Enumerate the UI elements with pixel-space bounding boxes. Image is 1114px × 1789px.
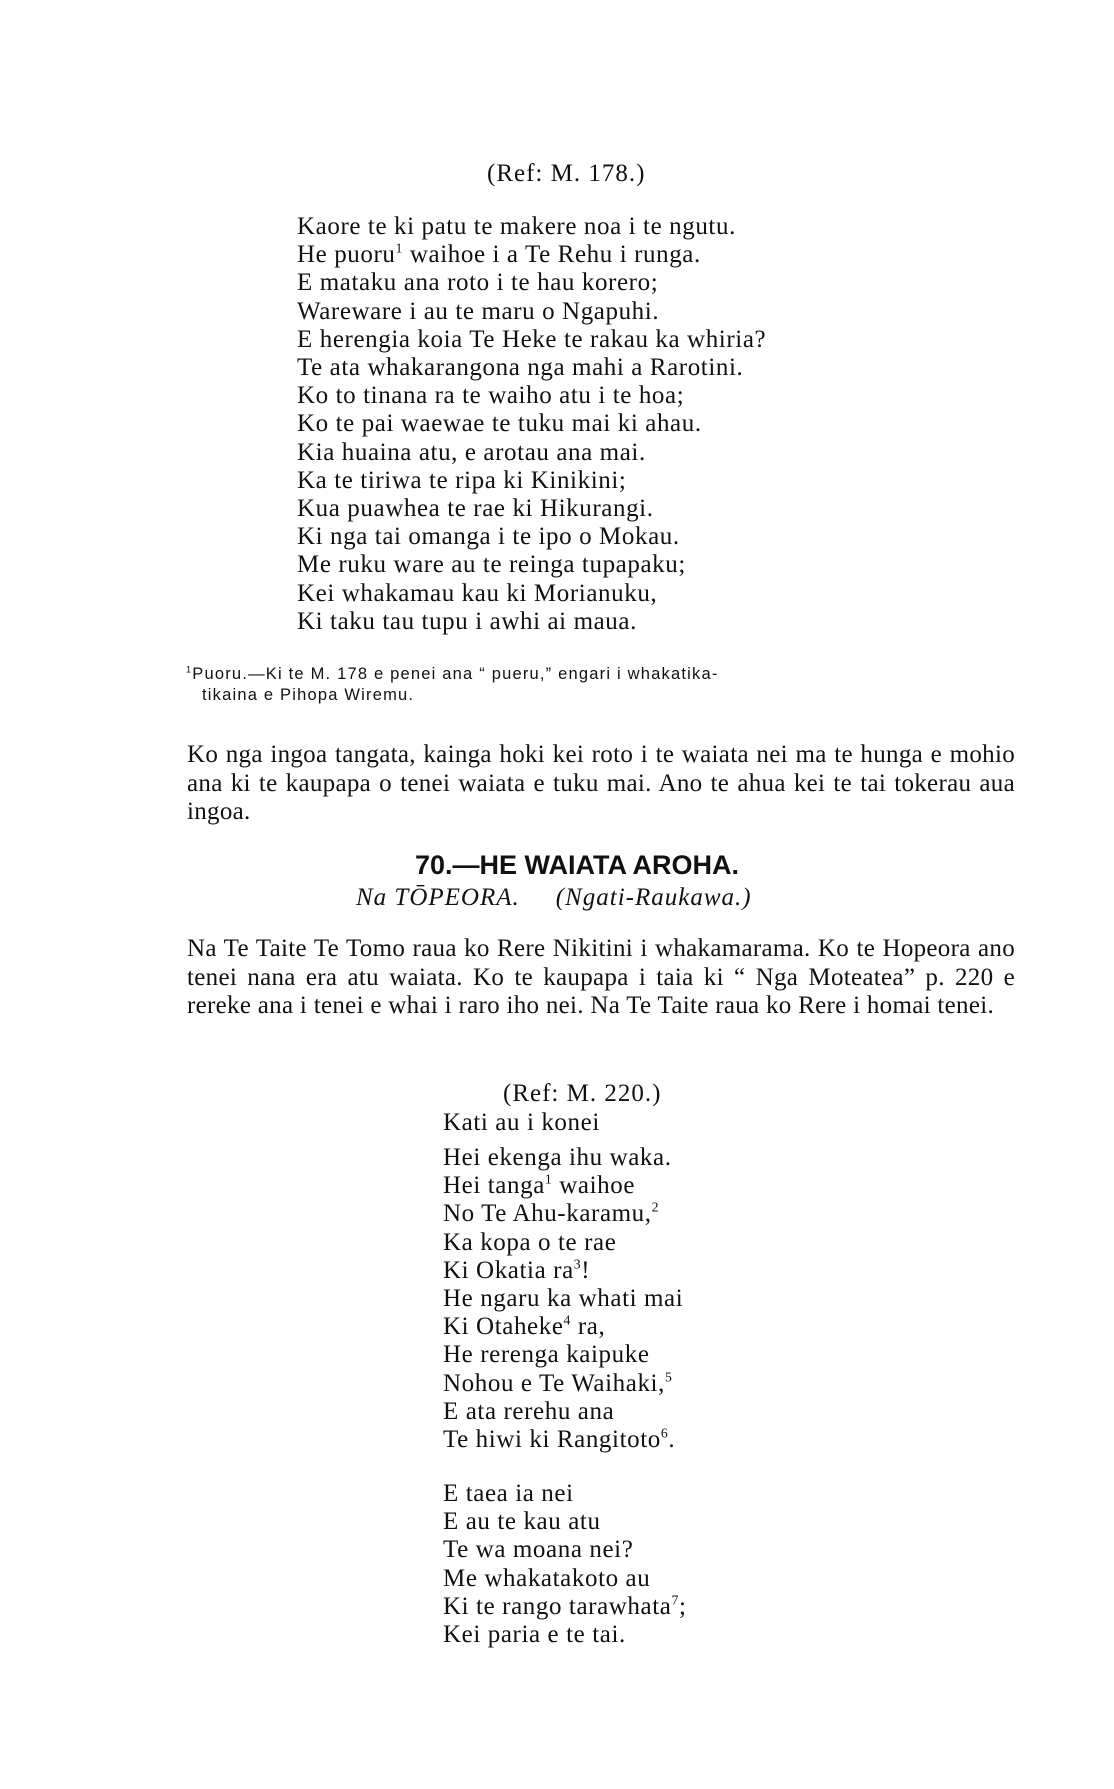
verse-line: E ata rerehu ana <box>443 1397 615 1425</box>
verse-line: Ki Otaheke$^4$ ra, <box>443 1312 606 1341</box>
verse-line: Kua puawhea te rae ki Hikurangi. <box>297 495 654 523</box>
footnote-line: $^1$Puoru.—Ki te M. 178 e penei ana “ pueru,” engari i whakatika- <box>186 664 719 683</box>
verse-line: Kati au i konei <box>443 1109 600 1136</box>
verse-line: Kei paria e te tai. <box>443 1621 626 1649</box>
waiata-verse-2 <box>443 1144 683 1454</box>
verse-line: Ki nga tai omanga i te ipo o Mokau. <box>297 523 680 551</box>
waiata-verse-3 <box>443 1480 687 1649</box>
verse-line: Te hiwi ki Rangitoto$^6$. <box>443 1425 676 1454</box>
verse-line: Kei whakamau kau ki Morianuku, <box>297 579 658 607</box>
reference-m178: (Ref: M. 178.) <box>487 160 646 187</box>
verse-line: No Te Ahu-karamu,$^2$ <box>443 1200 660 1228</box>
verse-line: Ka kopa o te rae <box>443 1228 617 1256</box>
footnote-line: tikaina e Pihopa Wiremu. <box>202 686 415 704</box>
section-heading: 70.—HE WAIATA AROHA. <box>414 850 739 880</box>
verse-line: Hei tanga$^1$ waihoe <box>443 1171 636 1200</box>
verse-line: Ko te pai waewae te tuku mai ki ahau. <box>297 410 702 438</box>
verse-line: Te wa moana nei? <box>443 1536 634 1564</box>
verse-line: E mataku ana roto i te hau korero; <box>297 269 659 297</box>
verse-line: He ngaru ka whati mai <box>443 1285 684 1313</box>
verse-line: Wareware i au te maru o Ngapuhi. <box>297 297 660 325</box>
verse-line: Te ata whakarangona nga mahi a Rarotini. <box>297 354 744 382</box>
verse-line: E herengia koia Te Heke te rakau ka whiria? <box>297 325 767 353</box>
verse-line: Ki te rango tarawhata$^7$; <box>443 1592 687 1620</box>
verse-line: Ko to tinana ra te waiho atu i te hoa; <box>297 382 685 410</box>
verse-line: Ka te tiriwa te ripa ki Kinikini; <box>297 466 627 494</box>
verse-line: Me ruku ware au te reinga tupapaku; <box>297 551 686 579</box>
reference-m220: (Ref: M. 220.) <box>503 1080 662 1107</box>
waiata-verse-1 <box>297 213 766 636</box>
verse-line: Me whakatakoto au <box>443 1564 651 1592</box>
verse-line: Hei ekenga ihu waka. <box>443 1144 672 1171</box>
verse-line: E taea ia nei <box>443 1480 574 1507</box>
waiata-opening <box>443 1109 600 1137</box>
verse-line: E au te kau atu <box>443 1508 601 1536</box>
author-byline: Na TŌPEORA. (Ngati-Raukawa.) <box>356 884 752 911</box>
verse-line: He rerenga kaipuke <box>443 1341 650 1369</box>
verse-line: Ki Okatia $ra^3$! <box>443 1256 591 1284</box>
verse-line: Ki taku tau tupu i awhi ai maua. <box>297 607 637 635</box>
verse-line: Kaore te ki patu te makere noa i te ngutu. <box>297 213 736 240</box>
verse-line: Kia huaina atu, e arotau ana mai. <box>297 438 646 466</box>
verse-line: He puoru$^1$ waihoe i a Te Rehu i runga. <box>297 240 701 269</box>
verse-line: Nohou e Te Waihaki,$^5$ <box>443 1369 673 1397</box>
footnote-puoru <box>186 664 1016 706</box>
paragraph-names: Ko nga ingoa tangata, kainga hoki kei roto i te waiata nei ma te hunga e mohio ana ki te kaupapa o tenei waiata e tuku mai. Ano te ahua kei te tai tokerau aua ingoa. <box>187 741 1015 825</box>
paragraph-intro: Na Te Taite Te Tomo raua ko Rere Nikitini i whakamarama. Ko te Hopeora ano tenei nana era atu waiata. Ko te kaupapa i taia ki “ Nga Moteatea” p. 220 e rereke ana i tenei e whai i raro iho nei. Na Te Taite raua ko Rere i homai tenei. <box>187 935 1015 1019</box>
